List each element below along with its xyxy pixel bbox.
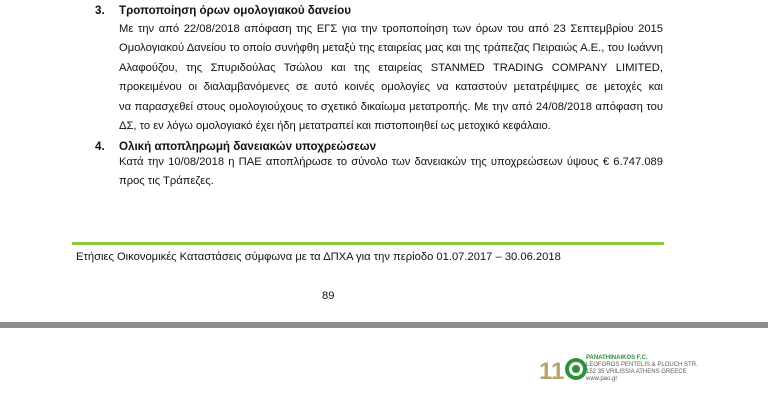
footer-divider: [72, 242, 664, 245]
section-3-line: Ομολογιακού Δανείου το οποίο συνήφθη μεταξύ της εταιρείας μας και της τράπεζας Πειραιώς Α.Ε., του Ιωάννη: [119, 42, 663, 55]
section-3-line: Αλαφούζου, της Σπυριδούλας Τσώλου και της εταιρείας STANMED TRADING COMPANY LIMITED,: [119, 61, 663, 74]
anniversary-number: 11: [539, 358, 565, 385]
page-separator: [0, 322, 768, 328]
section-4-paragraph: [119, 153, 663, 192]
section-4-number: 4.: [95, 140, 105, 153]
section-3-line: ΔΣ, το εν λόγω ομολογιακό έχει ήδη μετατραπεί και πιστοποιηθεί ως μετοχικό κεφάλαιο.: [119, 119, 551, 132]
logo-website: www.pao.gr: [586, 376, 618, 382]
section-3-paragraph: [119, 20, 663, 136]
section-4-line: Κατά την 10/08/2018 η ΠΑΕ αποπλήρωσε το σύνολο των δανειακών της υποχρεώσεων ύψους € 6.747.089: [119, 156, 663, 168]
section-3-number: 3.: [95, 4, 105, 17]
page-number: 89: [322, 290, 335, 302]
footer-caption: Ετήσιες Οικονομικές Καταστάσεις σύμφωνα με τα ΔΠΧΑ για την περίοδο 01.07.2017 – 30.06.2018: [76, 251, 561, 263]
section-3-title: Τροποποίηση όρων ομολογιακού δανείου: [119, 4, 351, 17]
logo-caption: [586, 355, 698, 383]
logo-address-line-2: 152 35 VRILISSIA ATHENS GREECE: [586, 369, 687, 375]
logo-club-name: PANATHINAIKOS F.C.: [586, 355, 648, 361]
section-4-line: προς τις Τράπεζες.: [119, 175, 214, 188]
section-3-line: Με την από 22/08/2018 απόφαση της ΕΓΣ για την τροποποίηση των όρων του από 23 Σεπτεμβρίου 2015: [119, 23, 663, 35]
logo-address-line-1: LEOFOROS PENTELIS & PLOUCH STR.: [586, 362, 698, 368]
section-3-line: προκειμένου οι διαλαμβανόμενες σε αυτό κοινές ομολογίες να καταστούν μετατρέψιμες σε μετοχές και: [119, 81, 663, 94]
section-4-title: Ολική αποπληρωμή δανειακών υποχρεώσεων: [119, 140, 377, 153]
section-3-line: να παρασχεθεί στους ομολογιούχους το σχετικό δικαίωμα μετατροπής. Με την από 24/08/2018 απόφαση του: [119, 100, 663, 113]
